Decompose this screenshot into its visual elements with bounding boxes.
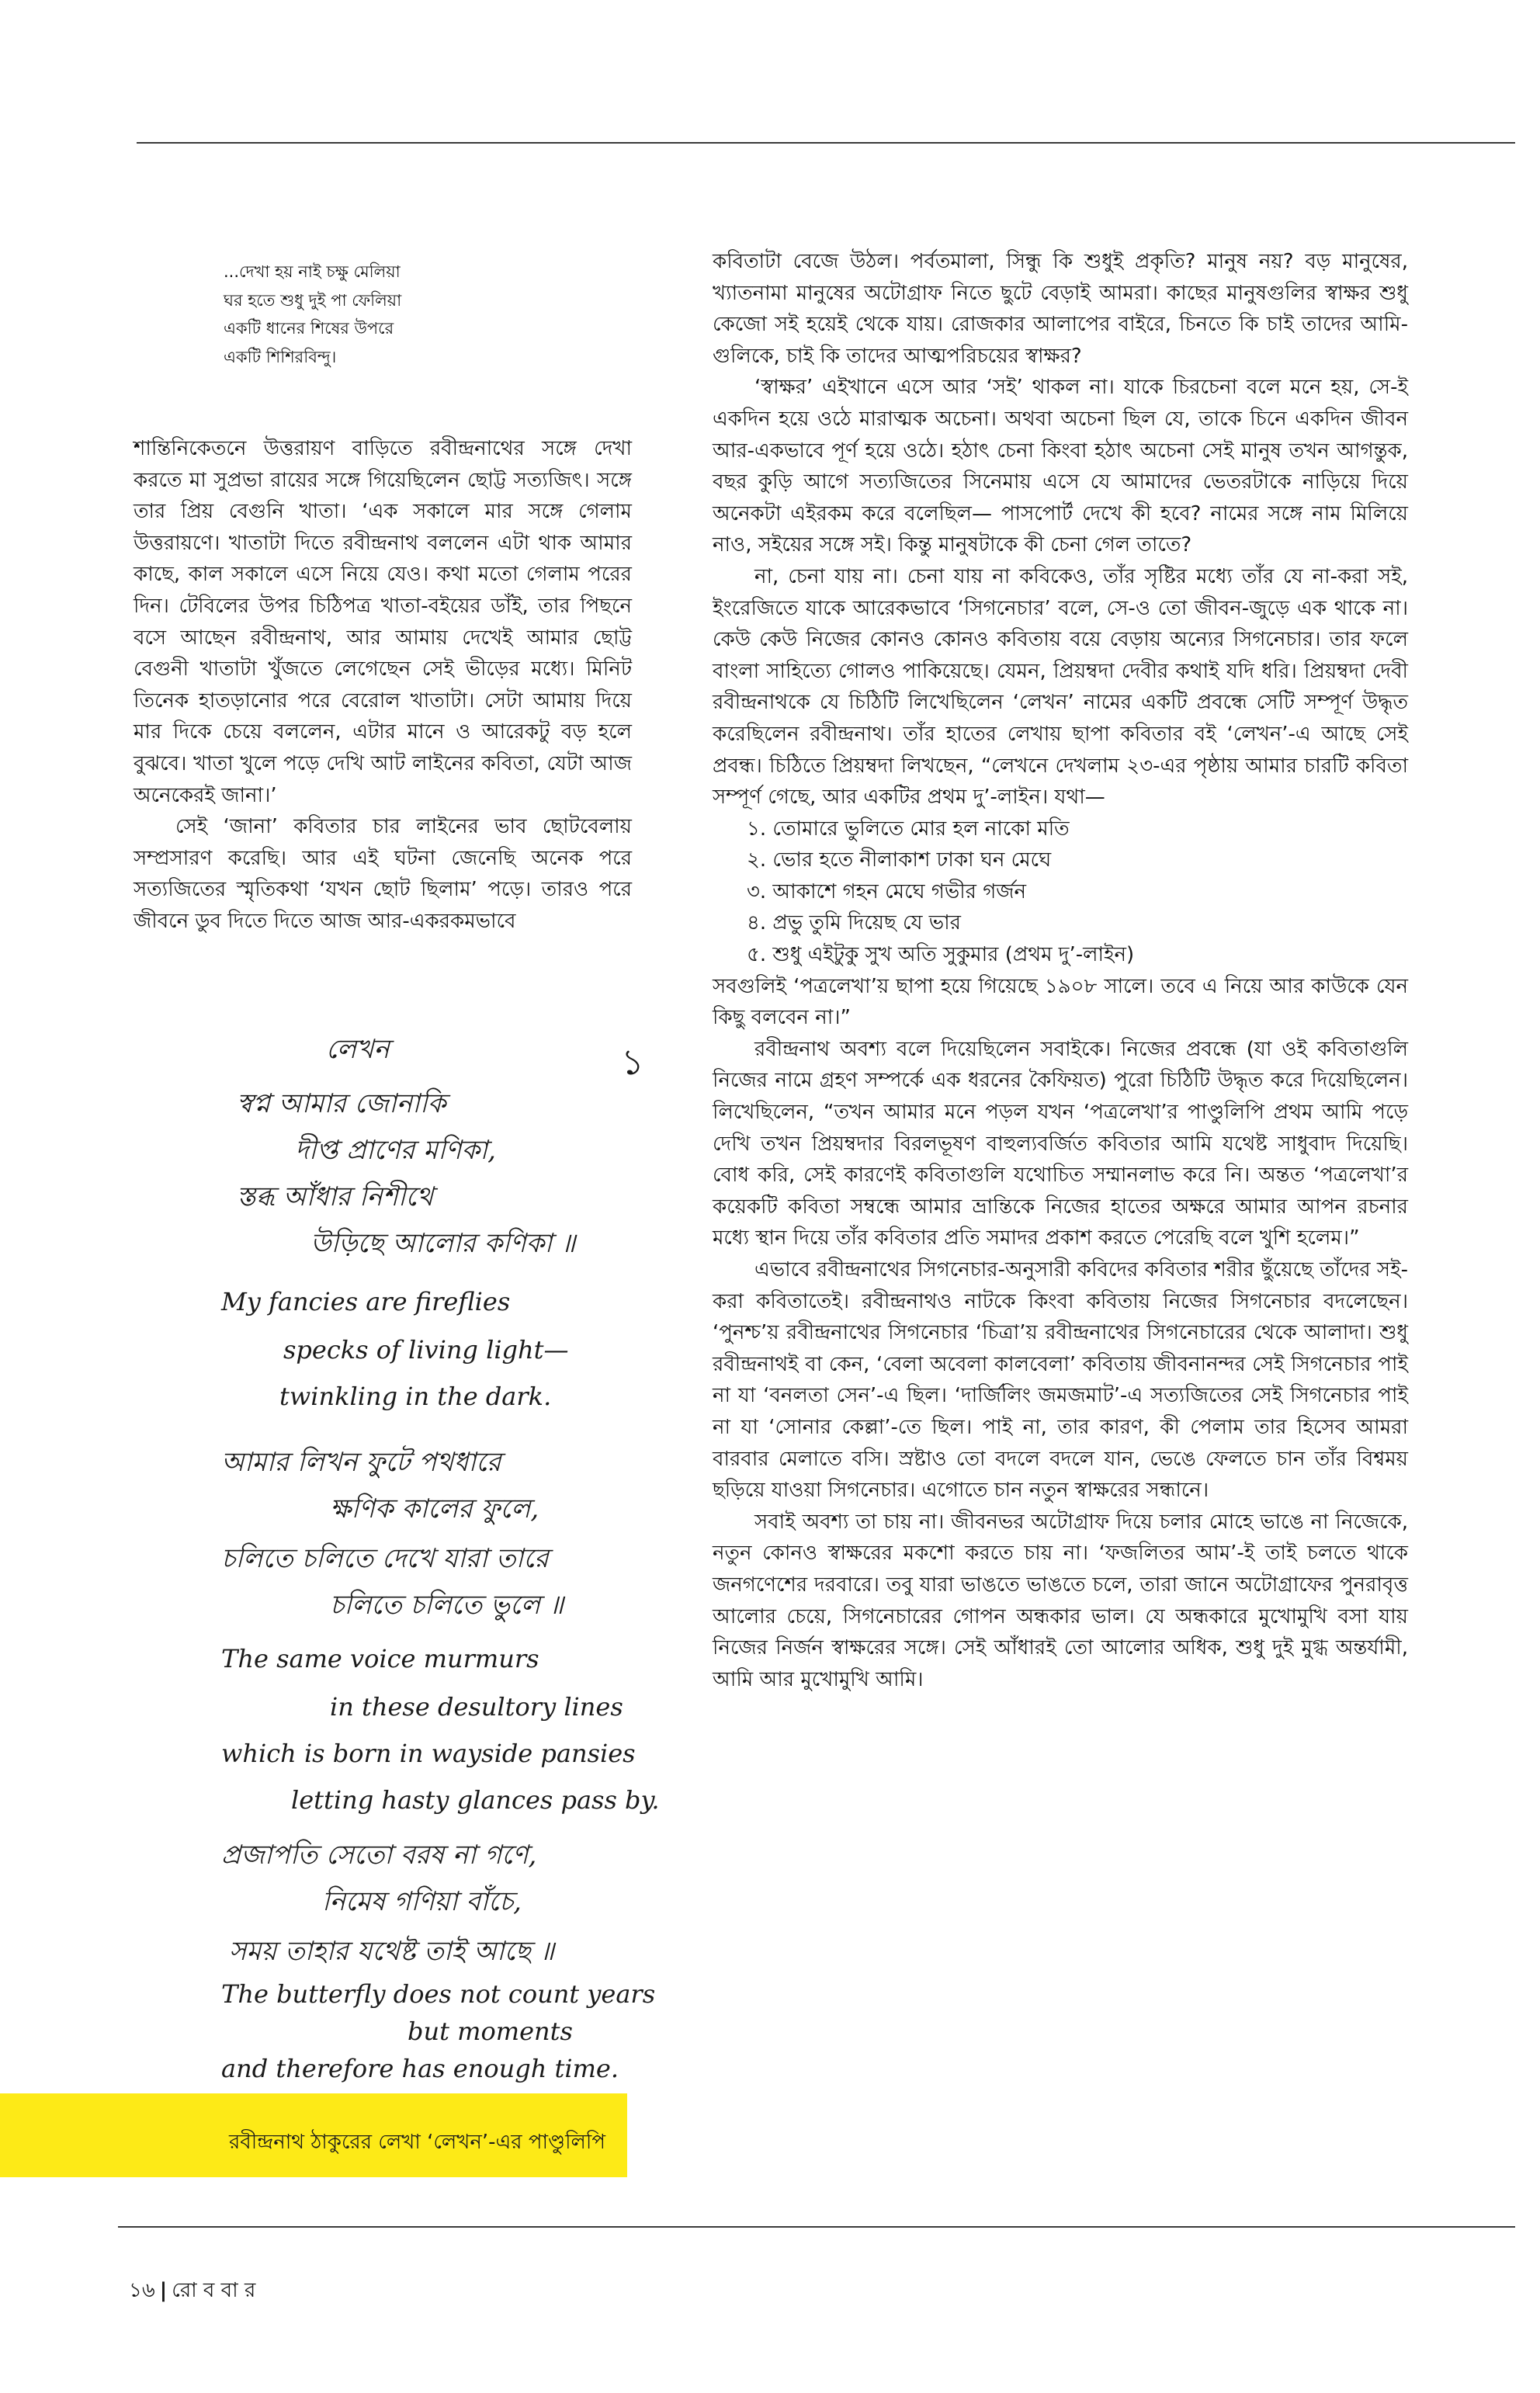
page-number: ১৬ bbox=[129, 2279, 155, 2302]
body-paragraph: কবিতাটা বেজে উঠল। পর্বতমালা, সিন্ধু কি শুধুই প্রকৃতি? মানুষ নয়? বড় মানুষের, খ্যাতনামা মানুষের অটোগ্রাফ নিতে ছুটে বেড়াই আমরা। কাছের মানুষগুলির স্বাক্ষর শুধু কেজো সই হয়েই থেকে যায়। রোজকার আলাপের বাইরে, চিনতে কি চাই তাদের আমি-গুলিকে, চাই কি তাদের আত্মপরিচয়ের স্বাক্ষর? bbox=[713, 250, 1408, 368]
manuscript-line: letting hasty glances pass by. bbox=[291, 1785, 660, 1815]
manuscript-line: in these desultory lines bbox=[330, 1692, 623, 1722]
footer-separator: | bbox=[159, 2279, 168, 2302]
manuscript-image bbox=[221, 1029, 660, 2085]
body-paragraph: না, চেনা যায় না। চেনা যায় না কবিকেও, তাঁর সৃষ্টির মধ্যে তাঁর যে না-করা সই, ইংরেজিতে যাকে আরেকভাবে ‘সিগনেচার’ বলে, সে-ও তো জীবন-জুড়ে এক থাকে না। কেউ কেউ নিজের কোনও কোনও কবিতায় বয়ে বেড়ায় অন্যের সিগনেচার। তার ফলে বাংলা সাহিত্যে গোলও পাকিয়েছে। যেমন, প্রিয়ম্বদা দেবীর কথাই যদি ধরি। প্রিয়ম্বদা দেবী রবীন্দ্রনাথকে যে চিঠিটি লিখেছিলেন ‘লেখন’ নামের একটি প্রবন্ধে সেটি সম্পূর্ণ উদ্ধৃত করেছিলেন রবীন্দ্রনাথ। তাঁর হাতের লেখায় ছাপা কবিতার বই ‘লেখন’-এ আছে সেই প্রবন্ধ। চিঠিতে প্রিয়ম্বদা লিখছেন, “লেখনে দেখলাম ২৩-এর পৃষ্ঠায় আমার চারটি কবিতা সম্পূর্ণ গেছে, আর একটির প্রথম দু’-লাইন। যথা— bbox=[713, 564, 1408, 810]
right-column bbox=[713, 246, 1408, 1695]
manuscript-line: and therefore has enough time. bbox=[221, 2054, 619, 2083]
epigraph-line: ...দেখা হয় নাই চক্ষু মেলিয়া bbox=[224, 262, 401, 281]
manuscript-line: specks of living light— bbox=[283, 1335, 569, 1365]
manuscript-line: My fancies are fireflies bbox=[221, 1287, 511, 1316]
body-paragraph: এভাবে রবীন্দ্রনাথের সিগনেচার-অনুসারী কবিদের কবিতার শরীর ছুঁয়েছে তাঁদের সই-করা কবিতাতেই। রবীন্দ্রনাথও নাটকে কিংবা কবিতায় নিজের সিগনেচার বদলেছেন। ‘পুনশ্চ’য় রবীন্দ্রনাথের সিগনেচার ‘চিত্রা’য় রবীন্দ্রনাথের সিগনেচারের থেকে আলাদা। শুধু রবীন্দ্রনাথই বা কেন, ‘বেলা অবেলা কালবেলা’ কবিতায় জীবনানন্দর সেই সিগনেচার পাই না যা ‘বনলতা সেন’-এ ছিল। ‘দার্জিলিং জমজমাট’-এ সত্যজিতের সেই সিগনেচার পাই না যা ‘সোনার কেল্লা’-তে ছিল। পাই না, তার কারণ, কী পেলাম তার হিসেব আমরা বারবার মেলাতে বসি। স্রষ্টাও তো বদলে বদলে যান, ভেঙে ফেলতে চান তাঁর বিশ্বময় ছড়িয়ে যাওয়া সিগনেচার। এগোতে চান নতুন স্বাক্ষরের সন্ধানে। bbox=[713, 1258, 1408, 1503]
body-paragraph: ‘স্বাক্ষর’ এইখানে এসে আর ‘সই’ থাকল না। যাকে চিরচেনা বলে মনে হয়, সে-ই একদিন হয়ে ওঠে মারাত্মক অচেনা। অথবা অচেনা ছিল যে, তাকে চিনে একদিন জীবন আর-একভাবে পূর্ণ হয়ে ওঠে। হঠাৎ চেনা কিংবা হঠাৎ অচেনা সেই মানুষ তখন আগন্তুক, বছর কুড়ি আগে সত্যজিতের সিনেমায় এসে যে আমাদের ভেতরটাকে নাড়িয়ে দিয়ে অনেকটা এইরকম করে বলেছিল— পাসপোর্ট দেখে কী হবে? নামের সঙ্গে নাম মিলিয়ে নাও, সইয়ের সঙ্গে সই। কিন্তু মানুষটাকে কী চেনা গেল তাতে? bbox=[713, 376, 1408, 557]
list-item: ৪. প্রভু তুমি দিয়েছ যে ভার bbox=[747, 911, 961, 935]
manuscript-line: The same voice murmurs bbox=[221, 1644, 539, 1673]
epigraph-line: ঘর হতে শুধু দুই পা ফেলিয়া bbox=[224, 290, 402, 310]
manuscript-line: প্রজাপতি সেতো বরষ না গণে, bbox=[221, 1840, 537, 1871]
manuscript-line: নিমেষ গণিয়া বাঁচে, bbox=[322, 1886, 522, 1917]
manuscript-page-number: ১ bbox=[621, 1041, 644, 1083]
manuscript-line: ক্ষণিক কালের ফুলে, bbox=[330, 1493, 539, 1524]
list-item: ৩. আকাশে গহন মেঘে গভীর গর্জন bbox=[747, 879, 1027, 903]
manuscript-line: চলিতে চলিতে দেখে যারা তারে bbox=[221, 1543, 549, 1574]
image-caption: রবীন্দ্রনাথ ঠাকুরের লেখা ‘লেখন’-এর পাণ্ডুলিপি bbox=[228, 2131, 605, 2154]
manuscript-line: but moments bbox=[408, 2017, 573, 2046]
manuscript-line: which is born in wayside pansies bbox=[221, 1739, 636, 1768]
body-paragraph: শান্তিনিকেতনে উত্তরায়ণ বাড়িতে রবীন্দ্রনাথের সঙ্গে দেখা করতে মা সুপ্রভা রায়ের সঙ্গে গিয়েছিলেন ছোট্ট সত্যজিৎ। সঙ্গে তার প্রিয় বেগুনি খাতা। ‘এক সকালে মার সঙ্গে গেলাম উত্তরায়ণে। খাতাটা দিতে রবীন্দ্রনাথ বললেন এটা থাক আমার কাছে, কাল সকালে এসে নিয়ে যেও। কথা মতো গেলাম পরের দিন। টেবিলের উপর চিঠিপত্র খাতা-বইয়ের ডাঁই, তার পিছনে বসে আছেন রবীন্দ্রনাথ, আর আমায় দেখেই আমার ছোট্ট বেগুনী খাতাটা খুঁজতে লেগেছেন সেই ভীড়ের মধ্যে। মিনিট তিনেক হাতড়ানোর পরে বেরোল খাতাটা। সেটা আমায় দিয়ে মার দিকে চেয়ে বললেন, এটার মানে ও আরেকটু বড় হলে বুঝবে। খাতা খুলে পড়ে দেখি আট লাইনের কবিতা, যেটা আজ অনেকেরই জানা।’ bbox=[134, 437, 632, 807]
body-paragraph: সবাই অবশ্য তা চায় না। জীবনভর অটোগ্রাফ দিয়ে চলার মোহে ভাঙে না নিজেকে, নতুন কোনও স্বাক্ষরের মকশো করতে চায় না। ‘ফজলিতর আম’-ই তাই চলতে থাকে জনগণেশের দরবারে। তবু যারা ভাঙতে ভাঙতে চলে, তারা জানে অটোগ্রাফের পুনরাবৃত্ত আলোর চেয়ে, সিগনেচারের গোপন অন্ধকার ভাল। যে অন্ধকারে মুখোমুখি বসা যায় নিজের নির্জন স্বাক্ষরের সঙ্গে। সেই আঁধারই তো আলোর অধিক, শুধু দুই মুগ্ধ অন্তর্যামী, আমি আর মুখোমুখি আমি। bbox=[713, 1510, 1408, 1691]
left-column bbox=[134, 433, 632, 938]
manuscript-line: চলিতে চলিতে ভুলে ॥ bbox=[330, 1590, 564, 1621]
body-paragraph: রবীন্দ্রনাথ অবশ্য বলে দিয়েছিলেন সবাইকে। নিজের প্রবন্ধে (যা ওই কবিতাগুলি নিজের নামে গ্রহণ সম্পর্কে এক ধরনের কৈফিয়ত) পুরো চিঠিটি উদ্ধৃত করে দিয়েছিলেন। লিখেছিলেন, “তখন আমার মনে পড়ল যখন ‘পত্রলেখা’র পাণ্ডুলিপি প্রথম আমি পড়ে দেখি তখন প্রিয়ম্বদার বিরলভূষণ বাহুল্যবর্জিত কবিতার আমি যথেষ্ট সাধুবাদ দিয়েছি। বোধ করি, সেই কারণেই কবিতাগুলি যথোচিত সম্মানলাভ করে নি। অন্তত ‘পত্রলেখা’র কয়েকটি কবিতা সম্বন্ধে আমার ভ্রান্তিকে নিজের হাতের অক্ষরে আমার আপন রচনার মধ্যে স্থান দিয়ে তাঁর কবিতার প্রতি সমাদর প্রকাশ করতে পেরেছি বলে খুশি হলেম।” bbox=[713, 1037, 1408, 1250]
manuscript-line: দীপ্ত প্রাণের মণিকা, bbox=[295, 1135, 496, 1166]
body-paragraph: সেই ‘জানা’ কবিতার চার লাইনের ভাব ছোটবেলায় সম্প্রসারণ করেছি। আর এই ঘটনা জেনেছি অনেক পরে সত্যজিতের স্মৃতিকথা ‘যখন ছোট ছিলাম’ পড়ে। তারও পরে জীবনে ডুব দিতে দিতে আজ আর-একরকমভাবে bbox=[134, 815, 632, 933]
page-footer bbox=[129, 2274, 255, 2308]
list-item: ২. ভোর হতে নীলাকাশ ঢাকা ঘন মেঘে bbox=[747, 848, 1052, 872]
caption-box bbox=[0, 2093, 627, 2177]
manuscript-line: সময় তাহার যথেষ্ট তাই আছে ॥ bbox=[229, 1936, 555, 1967]
manuscript-line: আমার লিখন ফুটে পথধারে bbox=[221, 1447, 501, 1478]
manuscript-heading: লেখন bbox=[326, 1034, 390, 1065]
epigraph-line: একটি ধানের শিষের উপরে bbox=[224, 319, 394, 338]
body-paragraph: সবগুলিই ‘পত্রলেখা’য় ছাপা হয়ে গিয়েছে ১৯০৮ সালে। তবে এ নিয়ে আর কাউকে যেন কিছু বলবেন না।” bbox=[713, 974, 1408, 1030]
top-rule bbox=[137, 142, 1515, 144]
bottom-rule bbox=[118, 2226, 1515, 2228]
publication-name: রো ব বা র bbox=[172, 2279, 256, 2302]
epigraph-line: একটি শিশিরবিন্দু। bbox=[224, 347, 337, 366]
manuscript-line: স্তব্ধ আঁধার নিশীথে bbox=[237, 1181, 434, 1212]
manuscript-line: The butterfly does not count years bbox=[221, 1979, 656, 2009]
manuscript-line: স্বপ্ন আমার জোনাকি bbox=[237, 1088, 446, 1119]
manuscript-line: twinkling in the dark. bbox=[279, 1382, 552, 1411]
epigraph-poem bbox=[224, 258, 401, 371]
manuscript-line: উড়িছে আলোর কণিকা ॥ bbox=[310, 1228, 576, 1259]
poem-list bbox=[713, 813, 1408, 971]
list-item: ১. তোমারে ভুলিতে মোর হল নাকো মতি bbox=[747, 817, 1070, 841]
list-item: ৫. শুধু এইটুকু সুখ অতি সুকুমার (প্রথম দু’-লাইন) bbox=[747, 943, 1135, 967]
